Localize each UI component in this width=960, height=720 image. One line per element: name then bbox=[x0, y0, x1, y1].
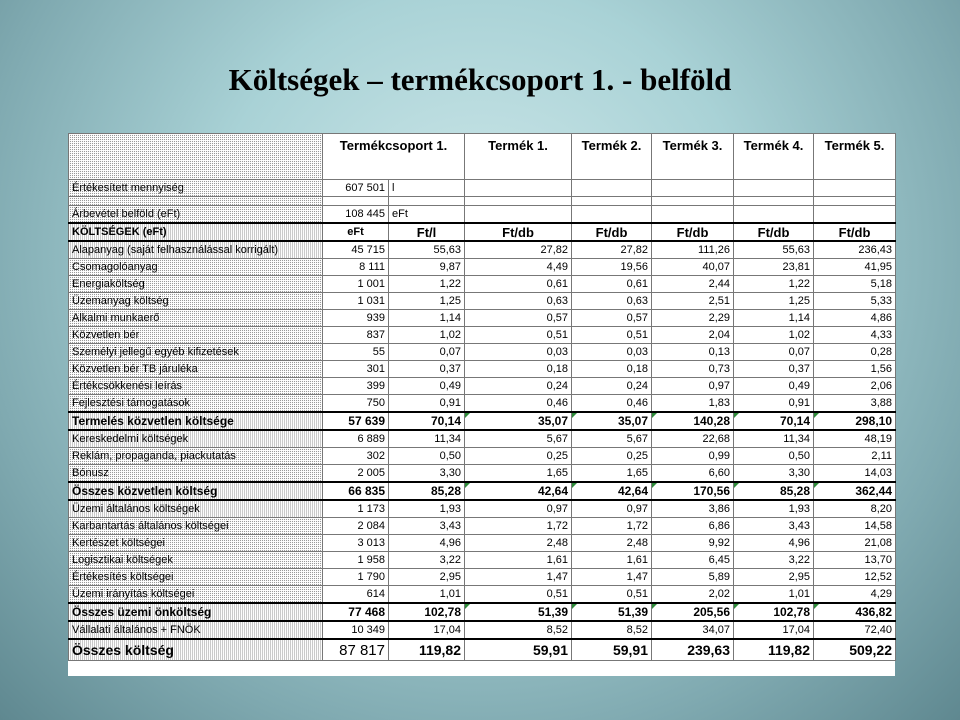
row-value: 3 013 bbox=[323, 535, 389, 552]
row-value: 614 bbox=[323, 586, 389, 604]
row-label: Alapanyag (saját felhasználással korrigált) bbox=[69, 241, 323, 259]
row-value: 8,52 bbox=[572, 621, 652, 639]
row-value: 4,96 bbox=[389, 535, 465, 552]
row-value: 3,86 bbox=[652, 500, 734, 518]
row-value: 55,63 bbox=[734, 241, 814, 259]
row-value: 27,82 bbox=[465, 241, 572, 259]
row-value: 4,49 bbox=[465, 259, 572, 276]
row-value: 0,25 bbox=[465, 448, 572, 465]
header-product-4: Termék 4. bbox=[734, 134, 814, 180]
row-value: 0,63 bbox=[465, 293, 572, 310]
row-value: 2,44 bbox=[652, 276, 734, 293]
row-value: 1,01 bbox=[734, 586, 814, 604]
row-value: 17,04 bbox=[389, 621, 465, 639]
row-value: 2,95 bbox=[734, 569, 814, 586]
row-value: 0,51 bbox=[572, 327, 652, 344]
row-value: 2,11 bbox=[814, 448, 896, 465]
row-value: 0,37 bbox=[389, 361, 465, 378]
row-value: 2,02 bbox=[652, 586, 734, 604]
row-value: 1,02 bbox=[389, 327, 465, 344]
row-value: 239,63 bbox=[652, 639, 734, 661]
row-value: 55,63 bbox=[389, 241, 465, 259]
row-value: 2,48 bbox=[572, 535, 652, 552]
quantity-unit: l bbox=[389, 180, 465, 197]
row-value: 0,49 bbox=[734, 378, 814, 395]
row-value: 3,30 bbox=[389, 465, 465, 483]
row-value: 939 bbox=[323, 310, 389, 327]
row-value: 57 639 bbox=[323, 412, 389, 430]
row-value: 2,95 bbox=[389, 569, 465, 586]
row-value: 0,97 bbox=[652, 378, 734, 395]
row-value: 1 173 bbox=[323, 500, 389, 518]
costs-heading: KÖLTSÉGEK (eFt) bbox=[69, 223, 323, 241]
row-value: 72,40 bbox=[814, 621, 896, 639]
row-value: 436,82 bbox=[814, 603, 896, 621]
table-row bbox=[69, 293, 896, 310]
row-value: 0,51 bbox=[465, 327, 572, 344]
row-value: 2,29 bbox=[652, 310, 734, 327]
row-value: 42,64 bbox=[572, 482, 652, 500]
row-label: Bónusz bbox=[69, 465, 323, 483]
row-value: 0,91 bbox=[734, 395, 814, 413]
row-value: 1,61 bbox=[572, 552, 652, 569]
row-value: 1,47 bbox=[572, 569, 652, 586]
table-row bbox=[69, 395, 896, 413]
row-value: 750 bbox=[323, 395, 389, 413]
table-row bbox=[69, 639, 896, 661]
row-value: 8,52 bbox=[465, 621, 572, 639]
row-label: Közvetlen bér TB járuléka bbox=[69, 361, 323, 378]
row-value: 0,46 bbox=[572, 395, 652, 413]
row-label: Vállalati általános + FNÖK bbox=[69, 621, 323, 639]
row-value: 5,67 bbox=[465, 430, 572, 448]
row-value: 1,14 bbox=[389, 310, 465, 327]
table-row bbox=[69, 430, 896, 448]
row-value: 1 031 bbox=[323, 293, 389, 310]
row-value: 22,68 bbox=[652, 430, 734, 448]
row-value: 0,03 bbox=[465, 344, 572, 361]
row-value: 4,33 bbox=[814, 327, 896, 344]
quantity-row bbox=[69, 180, 896, 197]
row-value: 4,86 bbox=[814, 310, 896, 327]
row-value: 1,02 bbox=[734, 327, 814, 344]
header-row bbox=[69, 134, 896, 180]
unit-ft-per-db-4: Ft/db bbox=[734, 223, 814, 241]
row-value: 51,39 bbox=[572, 603, 652, 621]
row-value: 1,72 bbox=[465, 518, 572, 535]
row-label: Kertészet költségei bbox=[69, 535, 323, 552]
row-value: 362,44 bbox=[814, 482, 896, 500]
row-label: Fejlesztési támogatások bbox=[69, 395, 323, 413]
row-value: 10 349 bbox=[323, 621, 389, 639]
row-value: 85,28 bbox=[389, 482, 465, 500]
row-value: 0,46 bbox=[465, 395, 572, 413]
row-value: 111,26 bbox=[652, 241, 734, 259]
row-value: 45 715 bbox=[323, 241, 389, 259]
row-value: 5,89 bbox=[652, 569, 734, 586]
row-value: 236,43 bbox=[814, 241, 896, 259]
row-value: 0,24 bbox=[465, 378, 572, 395]
row-label: Értékesítés költségei bbox=[69, 569, 323, 586]
row-value: 301 bbox=[323, 361, 389, 378]
row-value: 298,10 bbox=[814, 412, 896, 430]
row-value: 85,28 bbox=[734, 482, 814, 500]
table-row bbox=[69, 361, 896, 378]
row-value: 6,45 bbox=[652, 552, 734, 569]
row-value: 205,56 bbox=[652, 603, 734, 621]
row-value: 5,18 bbox=[814, 276, 896, 293]
row-value: 14,58 bbox=[814, 518, 896, 535]
row-value: 0,18 bbox=[465, 361, 572, 378]
row-value: 1,22 bbox=[389, 276, 465, 293]
row-value: 66 835 bbox=[323, 482, 389, 500]
row-value: 837 bbox=[323, 327, 389, 344]
row-value: 1,56 bbox=[814, 361, 896, 378]
revenue-label: Árbevétel belföld (eFt) bbox=[69, 206, 323, 224]
row-value: 51,39 bbox=[465, 603, 572, 621]
table-row bbox=[69, 621, 896, 639]
quantity-value: 607 501 bbox=[323, 180, 389, 197]
row-value: 1,65 bbox=[465, 465, 572, 483]
row-value: 1,83 bbox=[652, 395, 734, 413]
row-value: 11,34 bbox=[734, 430, 814, 448]
header-product-3: Termék 3. bbox=[652, 134, 734, 180]
row-value: 119,82 bbox=[389, 639, 465, 661]
row-value: 1,93 bbox=[734, 500, 814, 518]
row-value: 140,28 bbox=[652, 412, 734, 430]
quantity-label: Értékesített mennyiség bbox=[69, 180, 323, 197]
row-value: 6 889 bbox=[323, 430, 389, 448]
row-value: 0,61 bbox=[465, 276, 572, 293]
table-row bbox=[69, 500, 896, 518]
row-label: Üzemi általános költségek bbox=[69, 500, 323, 518]
unit-eft: eFt bbox=[323, 223, 389, 241]
row-value: 6,86 bbox=[652, 518, 734, 535]
row-value: 0,57 bbox=[572, 310, 652, 327]
row-label: Közvetlen bér bbox=[69, 327, 323, 344]
row-value: 2 084 bbox=[323, 518, 389, 535]
row-value: 2,48 bbox=[465, 535, 572, 552]
row-value: 11,34 bbox=[389, 430, 465, 448]
row-value: 70,14 bbox=[734, 412, 814, 430]
row-value: 2 005 bbox=[323, 465, 389, 483]
table-row bbox=[69, 465, 896, 483]
row-value: 6,60 bbox=[652, 465, 734, 483]
row-value: 1,01 bbox=[389, 586, 465, 604]
row-value: 4,96 bbox=[734, 535, 814, 552]
row-value: 59,91 bbox=[572, 639, 652, 661]
row-value: 3,22 bbox=[389, 552, 465, 569]
row-value: 34,07 bbox=[652, 621, 734, 639]
row-value: 2,06 bbox=[814, 378, 896, 395]
row-value: 2,51 bbox=[652, 293, 734, 310]
row-value: 1,22 bbox=[734, 276, 814, 293]
table-row bbox=[69, 586, 896, 604]
header-group: Termékcsoport 1. bbox=[323, 134, 465, 180]
row-value: 14,03 bbox=[814, 465, 896, 483]
row-value: 9,87 bbox=[389, 259, 465, 276]
row-value: 19,56 bbox=[572, 259, 652, 276]
row-value: 3,88 bbox=[814, 395, 896, 413]
row-value: 17,04 bbox=[734, 621, 814, 639]
row-value: 0,50 bbox=[389, 448, 465, 465]
row-value: 1,65 bbox=[572, 465, 652, 483]
table-row bbox=[69, 310, 896, 327]
unit-ft-per-l: Ft/l bbox=[389, 223, 465, 241]
row-value: 41,95 bbox=[814, 259, 896, 276]
row-label: Összes költség bbox=[69, 639, 323, 661]
row-value: 8 111 bbox=[323, 259, 389, 276]
row-label: Összes közvetlen költség bbox=[69, 482, 323, 500]
row-value: 0,57 bbox=[465, 310, 572, 327]
row-value: 48,19 bbox=[814, 430, 896, 448]
unit-ft-per-db-1: Ft/db bbox=[465, 223, 572, 241]
row-value: 3,30 bbox=[734, 465, 814, 483]
row-value: 42,64 bbox=[465, 482, 572, 500]
row-value: 0,25 bbox=[572, 448, 652, 465]
header-blank bbox=[69, 134, 323, 180]
row-value: 27,82 bbox=[572, 241, 652, 259]
row-label: Energiaköltség bbox=[69, 276, 323, 293]
row-value: 1,25 bbox=[734, 293, 814, 310]
row-value: 0,24 bbox=[572, 378, 652, 395]
table-row bbox=[69, 518, 896, 535]
row-value: 70,14 bbox=[389, 412, 465, 430]
row-value: 1,25 bbox=[389, 293, 465, 310]
table-row bbox=[69, 327, 896, 344]
row-value: 0,28 bbox=[814, 344, 896, 361]
table-row bbox=[69, 378, 896, 395]
row-value: 3,43 bbox=[389, 518, 465, 535]
row-value: 3,22 bbox=[734, 552, 814, 569]
row-value: 119,82 bbox=[734, 639, 814, 661]
row-value: 0,13 bbox=[652, 344, 734, 361]
cost-spreadsheet bbox=[68, 133, 895, 676]
row-value: 5,33 bbox=[814, 293, 896, 310]
row-value: 87 817 bbox=[323, 639, 389, 661]
row-value: 399 bbox=[323, 378, 389, 395]
row-value: 8,20 bbox=[814, 500, 896, 518]
row-value: 40,07 bbox=[652, 259, 734, 276]
header-product-5: Termék 5. bbox=[814, 134, 896, 180]
revenue-row bbox=[69, 206, 896, 224]
row-value: 13,70 bbox=[814, 552, 896, 569]
row-value: 1 001 bbox=[323, 276, 389, 293]
row-value: 0,97 bbox=[572, 500, 652, 518]
row-label: Csomagolóanyag bbox=[69, 259, 323, 276]
row-label: Üzemanyag költség bbox=[69, 293, 323, 310]
table-row bbox=[69, 603, 896, 621]
row-value: 35,07 bbox=[572, 412, 652, 430]
row-label: Személyi jellegű egyéb kifizetések bbox=[69, 344, 323, 361]
table-row bbox=[69, 535, 896, 552]
row-value: 1,61 bbox=[465, 552, 572, 569]
row-value: 170,56 bbox=[652, 482, 734, 500]
table-row bbox=[69, 259, 896, 276]
row-value: 5,67 bbox=[572, 430, 652, 448]
table-row bbox=[69, 412, 896, 430]
row-label: Összes üzemi önköltség bbox=[69, 603, 323, 621]
row-value: 4,29 bbox=[814, 586, 896, 604]
table-row bbox=[69, 482, 896, 500]
row-label: Alkalmi munkaerő bbox=[69, 310, 323, 327]
slide-title: Költségek – termékcsoport 1. - belföld bbox=[228, 62, 732, 97]
row-value: 302 bbox=[323, 448, 389, 465]
table-row bbox=[69, 552, 896, 569]
revenue-value: 108 445 bbox=[323, 206, 389, 224]
row-value: 1,72 bbox=[572, 518, 652, 535]
row-label: Üzemi irányítás költségei bbox=[69, 586, 323, 604]
row-value: 35,07 bbox=[465, 412, 572, 430]
unit-ft-per-db-2: Ft/db bbox=[572, 223, 652, 241]
row-value: 0,49 bbox=[389, 378, 465, 395]
row-value: 21,08 bbox=[814, 535, 896, 552]
row-value: 3,43 bbox=[734, 518, 814, 535]
row-value: 0,99 bbox=[652, 448, 734, 465]
row-value: 2,04 bbox=[652, 327, 734, 344]
row-value: 0,51 bbox=[572, 586, 652, 604]
row-value: 55 bbox=[323, 344, 389, 361]
row-value: 0,91 bbox=[389, 395, 465, 413]
row-value: 0,03 bbox=[572, 344, 652, 361]
table-row bbox=[69, 241, 896, 259]
units-row bbox=[69, 223, 896, 241]
row-value: 102,78 bbox=[734, 603, 814, 621]
row-label: Karbantartás általános költségei bbox=[69, 518, 323, 535]
row-value: 0,07 bbox=[734, 344, 814, 361]
row-value: 9,92 bbox=[652, 535, 734, 552]
unit-ft-per-db-3: Ft/db bbox=[652, 223, 734, 241]
row-value: 0,18 bbox=[572, 361, 652, 378]
row-value: 0,50 bbox=[734, 448, 814, 465]
row-label: Kereskedelmi költségek bbox=[69, 430, 323, 448]
row-value: 0,97 bbox=[465, 500, 572, 518]
header-product-2: Termék 2. bbox=[572, 134, 652, 180]
row-value: 1 958 bbox=[323, 552, 389, 569]
row-value: 1,93 bbox=[389, 500, 465, 518]
row-value: 12,52 bbox=[814, 569, 896, 586]
header-product-1: Termék 1. bbox=[465, 134, 572, 180]
row-label: Értékcsökkenési leírás bbox=[69, 378, 323, 395]
unit-ft-per-db-5: Ft/db bbox=[814, 223, 896, 241]
row-value: 0,37 bbox=[734, 361, 814, 378]
row-value: 0,63 bbox=[572, 293, 652, 310]
row-value: 59,91 bbox=[465, 639, 572, 661]
row-label: Termelés közvetlen költsége bbox=[69, 412, 323, 430]
row-value: 102,78 bbox=[389, 603, 465, 621]
row-value: 1,14 bbox=[734, 310, 814, 327]
row-value: 1,47 bbox=[465, 569, 572, 586]
row-value: 23,81 bbox=[734, 259, 814, 276]
row-value: 0,51 bbox=[465, 586, 572, 604]
row-value: 509,22 bbox=[814, 639, 896, 661]
row-value: 1 790 bbox=[323, 569, 389, 586]
table-row bbox=[69, 344, 896, 361]
row-value: 0,07 bbox=[389, 344, 465, 361]
row-value: 0,73 bbox=[652, 361, 734, 378]
table-row bbox=[69, 448, 896, 465]
row-value: 77 468 bbox=[323, 603, 389, 621]
row-label: Logisztikai költségek bbox=[69, 552, 323, 569]
row-value: 0,61 bbox=[572, 276, 652, 293]
revenue-unit: eFt bbox=[389, 206, 465, 224]
table-row bbox=[69, 276, 896, 293]
row-label: Reklám, propaganda, piackutatás bbox=[69, 448, 323, 465]
cost-table bbox=[68, 133, 896, 661]
table-row bbox=[69, 569, 896, 586]
